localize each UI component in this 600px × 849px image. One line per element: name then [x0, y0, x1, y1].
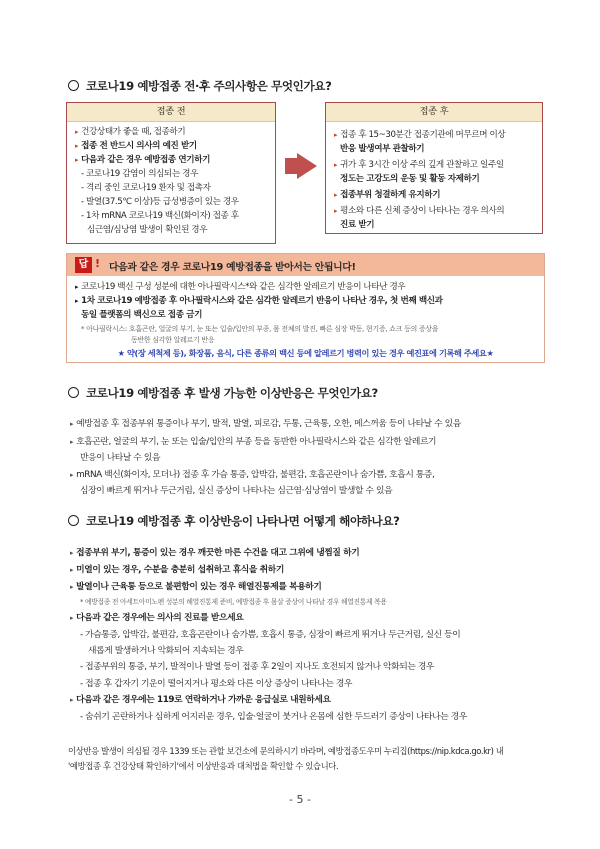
triangle-bullet-icon: ▸	[75, 297, 79, 305]
before-subline: - 1차 mRNA 코로나19 백신(화이자) 접종 후	[81, 211, 239, 221]
triangle-bullet-icon: ▸	[334, 207, 338, 215]
after-line: ▸ 귀가 후 3시간 이상 주의 깊게 관찰하고 일주일	[334, 160, 504, 170]
question-heading-3	[68, 513, 399, 529]
warning-header	[67, 254, 544, 276]
question-heading-1	[68, 78, 331, 94]
question-2-text: 코로나19 예방접종 후 발생 가능한 이상반응은 무엇인가요?	[86, 386, 378, 400]
before-subline: - 발열(37.5℃ 이상)등 급성병증이 있는 경우	[81, 197, 239, 207]
triangle-bullet-icon: ▸	[70, 549, 74, 557]
after-line: 진료 받기	[340, 220, 375, 230]
answer-badge: 답	[75, 257, 92, 273]
contact-info-line: 이상반응 발생이 의심될 경우 1339 또는 관할 보건소에 문의하시기 바라며, 예방접종도우미 누리집(https://nip.kdca.go.kr) 내	[68, 746, 504, 756]
after-vaccination-box	[325, 102, 543, 234]
response-subline: - 가슴통증, 압박감, 불편감, 호흡곤란이나 숨가쁨, 호흡시 통증, 심장이 빠르게 뛰거나 두근거림, 실신 등이	[80, 630, 461, 640]
before-subline: - 격리 중인 코로나19 환자 및 접촉자	[81, 183, 211, 193]
question-heading-2	[68, 385, 378, 401]
after-line: ▸ 접종부위 청결하게 유지하기	[334, 190, 441, 200]
side-effect-line: ▸ 호흡곤란, 얼굴의 부기, 눈 또는 입술/입안의 부종 등을 동반한 아나필락시스와 같은 심각한 알레르기	[70, 437, 437, 447]
response-subline: - 숨쉬기 곤란하거나 심하게 어지러운 경우, 입술·얼굴이 붓거나 온몸에 심한 두드러기 증상이 나타나는 경우	[80, 712, 467, 722]
triangle-bullet-icon: ▸	[70, 566, 74, 574]
response-subline: - 접종 후 갑자기 기운이 떨어지거나 평소와 다른 이상 증상이 나타나는 경우	[80, 679, 353, 689]
triangle-bullet-icon: ▸	[70, 614, 74, 622]
exclamation-icon: !	[95, 257, 101, 270]
page-number: - 5 -	[289, 793, 311, 806]
triangle-bullet-icon: ▸	[334, 191, 338, 199]
response-line: ▸ 다음과 같은 경우에는 119로 연락하거나 가까운 응급실로 내원하세요	[70, 695, 331, 705]
triangle-bullet-icon: ▸	[70, 438, 74, 446]
after-line: 정도는 고강도의 운동 및 활동 자제하기	[340, 174, 480, 184]
before-vaccination-box	[66, 102, 276, 244]
before-line: ▸ 다음과 같은 경우 예방접종 연기하기	[75, 155, 211, 165]
side-effect-line: 심장이 빠르게 뛰거나 두근거림, 실신 증상이 나타나는 심근염·심낭염이 발생할 수 있음	[80, 486, 393, 496]
response-line: ▸ 접종부위 부기, 통증이 있는 경우 깨끗한 마른 수건을 대고 그위에 냉찜질 하기	[70, 548, 360, 558]
after-line: 반응 발생여부 관찰하기	[340, 144, 425, 154]
after-box-title: 접종 후	[326, 103, 542, 122]
before-subline: 심근염/심낭염 발생이 확인된 경우	[87, 225, 208, 235]
triangle-bullet-icon: ▸	[334, 131, 338, 139]
before-line: ▸ 건강상태가 좋을 때, 접종하기	[75, 127, 186, 137]
warning-allergy-note: ★ 약(장 세척제 등), 화장품, 음식, 다른 종류의 백신 등에 알레르기 병력이 있는 경우 예진표에 기록해 주세요★	[117, 348, 494, 358]
triangle-bullet-icon: ▸	[334, 161, 338, 169]
side-effect-line: ▸ 예방접종 후 접종부위 통증이나 부기, 발적, 발열, 피로감, 두통, 근육통, 오한, 메스꺼움 등이 나타날 수 있음	[70, 419, 461, 429]
response-footnote: * 예방접종 전 아세트아미노펜 성분의 해열진통제 준비, 예방접종 후 몸살 증상이 나타날 경우 해열진통제 복용	[80, 598, 387, 606]
circle-bullet-icon	[68, 515, 79, 526]
question-1-text: 코로나19 예방접종 전·후 주의사항은 무엇인가요?	[86, 79, 332, 93]
triangle-bullet-icon: ▸	[75, 142, 79, 150]
warning-footnote: * 아나필락시스: 호흡곤란, 얼굴의 부기, 눈 또는 입술/입안의 부종, 몸 전체의 발진, 빠른 심장 박동, 현기증, 쇼크 등의 증상을	[81, 325, 439, 333]
response-line: ▸ 발열이나 근육통 등으로 불편함이 있는 경우 해열진통제를 복용하기	[70, 582, 322, 592]
response-line: ▸ 미열이 있는 경우, 수분을 충분히 섭취하고 휴식을 취하기	[70, 565, 284, 575]
response-line: ▸ 다음과 같은 경우에는 의사의 진료를 받으세요	[70, 613, 244, 623]
after-line: ▸ 평소와 다른 신체 증상이 나타나는 경우 의사의	[334, 206, 505, 216]
contraindication-warning-box	[66, 253, 545, 363]
right-arrow-icon	[297, 153, 317, 179]
response-subline: - 접종부위의 통증, 부기, 발적이나 발열 등이 접종 후 2일이 지나도 호전되지 않거나 악화되는 경우	[80, 662, 435, 672]
warning-line: 동일 플랫폼의 백신으로 접종 금기	[81, 310, 202, 320]
question-3-text: 코로나19 예방접종 후 이상반응이 나타나면 어떻게 해야하나요?	[86, 514, 400, 528]
circle-bullet-icon	[68, 387, 79, 398]
before-box-title: 접종 전	[67, 103, 275, 122]
after-line: ▸ 접종 후 15~30분간 접종기관에 머무르며 이상	[334, 130, 506, 140]
warning-footnote: 동반한 심각한 알레르기 반응	[131, 336, 215, 344]
triangle-bullet-icon: ▸	[70, 583, 74, 591]
warning-line: ▸ 1차 코로나19 예방접종 후 아나필락시스와 같은 심각한 알레르기 반응이 나타난 경우, 첫 번째 백신과	[75, 296, 443, 306]
triangle-bullet-icon: ▸	[70, 420, 74, 428]
side-effect-line: ▸ mRNA 백신(화이자, 모더나) 접종 후 가슴 통증, 압박감, 불편감, 호흡곤란이나 숨가쁨, 호흡시 통증,	[70, 470, 435, 480]
before-subline: - 코로나19 감염이 의심되는 경우	[81, 169, 198, 179]
response-subline: 새롭게 발생하거나 악화되어 지속되는 경우	[88, 646, 244, 656]
triangle-bullet-icon: ▸	[75, 156, 79, 164]
warning-title: 다음과 같은 경우 코로나19 예방접종을 받아서는 안됩니다!	[109, 262, 356, 273]
triangle-bullet-icon: ▸	[75, 283, 79, 291]
triangle-bullet-icon: ▸	[70, 471, 74, 479]
before-line: ▸ 접종 전 반드시 의사의 예진 받기	[75, 141, 197, 151]
warning-line: ▸ 코로나19 백신 구성 성분에 대한 아나필락시스*와 같은 심각한 알레르기 반응이 나타난 경우	[75, 282, 406, 292]
triangle-bullet-icon: ▸	[70, 696, 74, 704]
side-effect-line: 반응이 나타날 수 있음	[80, 453, 161, 463]
circle-bullet-icon	[68, 80, 79, 91]
contact-info-line: '예방접종 후 건강상태 확인하기'에서 이상반응과 대처법을 확인할 수 있습니다.	[68, 761, 339, 771]
triangle-bullet-icon: ▸	[75, 128, 79, 136]
